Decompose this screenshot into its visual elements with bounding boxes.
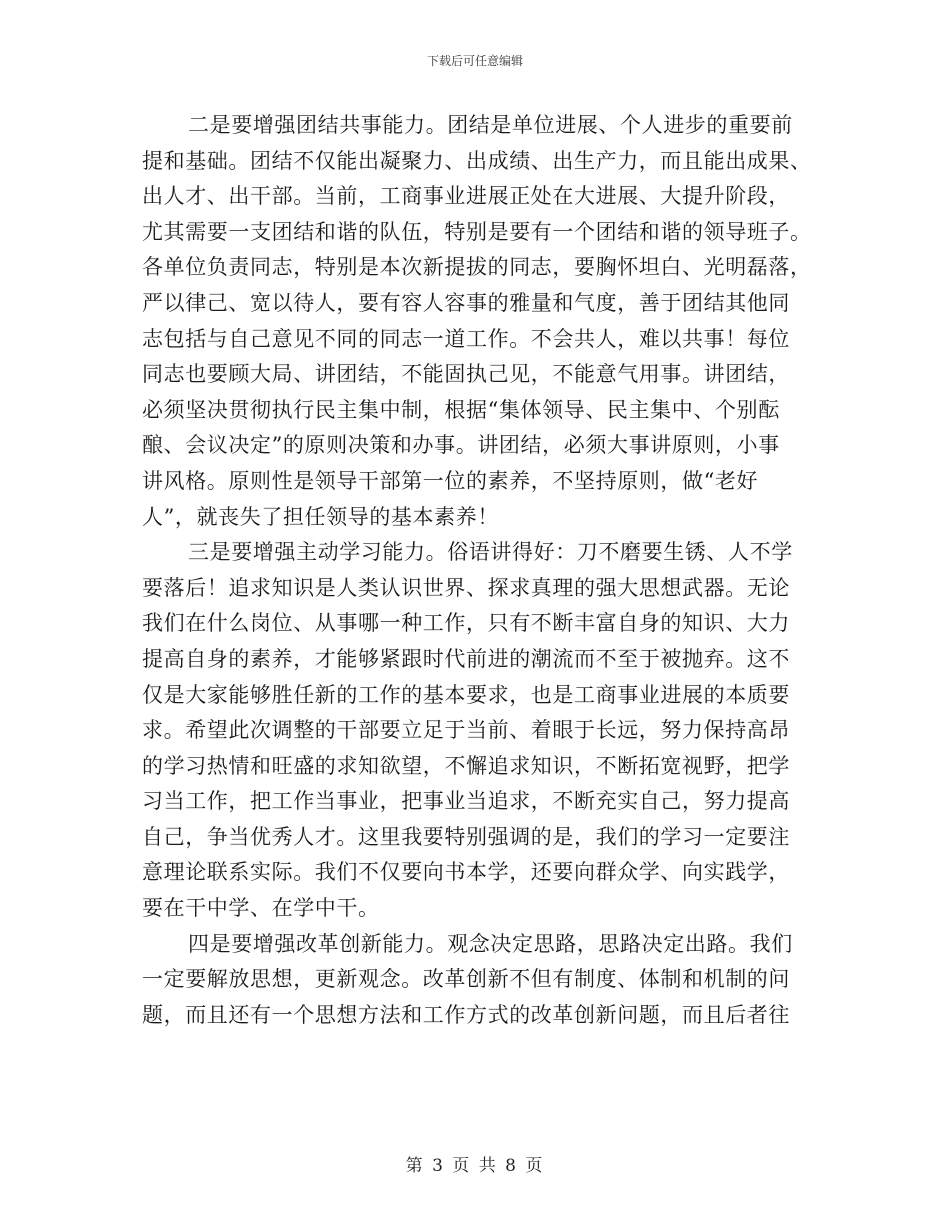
text-line: 人”，就丧失了担任领导的基本素养！ — [142, 504, 499, 529]
text-line: 求。希望此次调整的干部要立足于当前、着眼于长远，努力保持高昂 — [142, 718, 790, 743]
text-line: 尤其需要一支团结和谐的队伍，特别是要有一个团结和谐的领导班子。 — [142, 219, 812, 244]
text-line: 酿、会议决定”的原则决策和办事。讲团结，必须大事讲原则，小事 — [142, 433, 780, 458]
text-line: 习当工作，把工作当事业，把事业当追求，不断充实自己，努力提高 — [142, 789, 790, 814]
document-body — [142, 108, 812, 1033]
text-line: 的学习热情和旺盛的求知欲望，不懈追求知识，不断拓宽视野，把学 — [142, 753, 790, 778]
text-line: 志包括与自己意见不同的同志一道工作。不会共人，难以共事！每位 — [142, 326, 790, 351]
text-line: 二是要增强团结共事能力。团结是单位进展、个人进步的重要前 — [188, 113, 793, 137]
text-line: 四是要增强改革创新能力。观念决定思路，思路决定出路。我们 — [188, 931, 793, 956]
text-line: 三是要增强主动学习能力。俗语讲得好：刀不磨要生锈、人不学 — [188, 540, 793, 565]
text-line: 我们在什么岗位、从事哪一种工作，只有不断丰富自身的知识、大力 — [142, 611, 790, 636]
text-line: 各单位负责同志，特别是本次新提拔的同志，要胸怀坦白、光明磊落， — [142, 255, 812, 280]
page-header-note: 下载后可任意编辑 — [426, 54, 523, 68]
text-line: 仅是大家能够胜任新的工作的基本要求，也是工商事业进展的本质要 — [142, 682, 790, 707]
text-line: 必须坚决贯彻执行民主集中制，根据“集体领导、民主集中、个别酝 — [142, 397, 780, 422]
text-line: 自己，争当优秀人才。这里我要特别强调的是，我们的学习一定要注 — [142, 824, 790, 849]
text-line: 讲风格。原则性是领导干部第一位的素养，不坚持原则，做“老好 — [142, 468, 759, 493]
text-line: 要落后！追求知识是人类认识世界、探求真理的强大思想武器。无论 — [142, 575, 790, 600]
text-line: 同志也要顾大局、讲团结，不能固执己见，不能意气用事。讲团结， — [142, 362, 790, 387]
text-line: 提和基础。团结不仅能出凝聚力、出成绩、出生产力，而且能出成果、 — [142, 148, 812, 173]
text-line: 意理论联系实际。我们不仅要向书本学，还要向群众学、向实践学， — [142, 860, 790, 885]
page-footer-number: 第 3 页 共 8 页 — [405, 1156, 545, 1176]
text-line: 出人才、出干部。当前，工商事业进展正处在大进展、大提升阶段， — [142, 184, 790, 209]
text-line: 一定要解放思想，更新观念。改革创新不但有制度、体制和机制的问 — [142, 967, 790, 992]
text-line: 题，而且还有一个思想方法和工作方式的改革创新问题，而且后者往 — [142, 1002, 790, 1027]
text-line: 要在干中学、在学中干。 — [142, 896, 380, 921]
text-line: 提高自身的素养，才能够紧跟时代前进的潮流而不至于被抛弃。这不 — [142, 646, 790, 671]
text-line: 严以律己、宽以待人，要有容人容事的雅量和气度，善于团结其他同 — [142, 290, 790, 315]
